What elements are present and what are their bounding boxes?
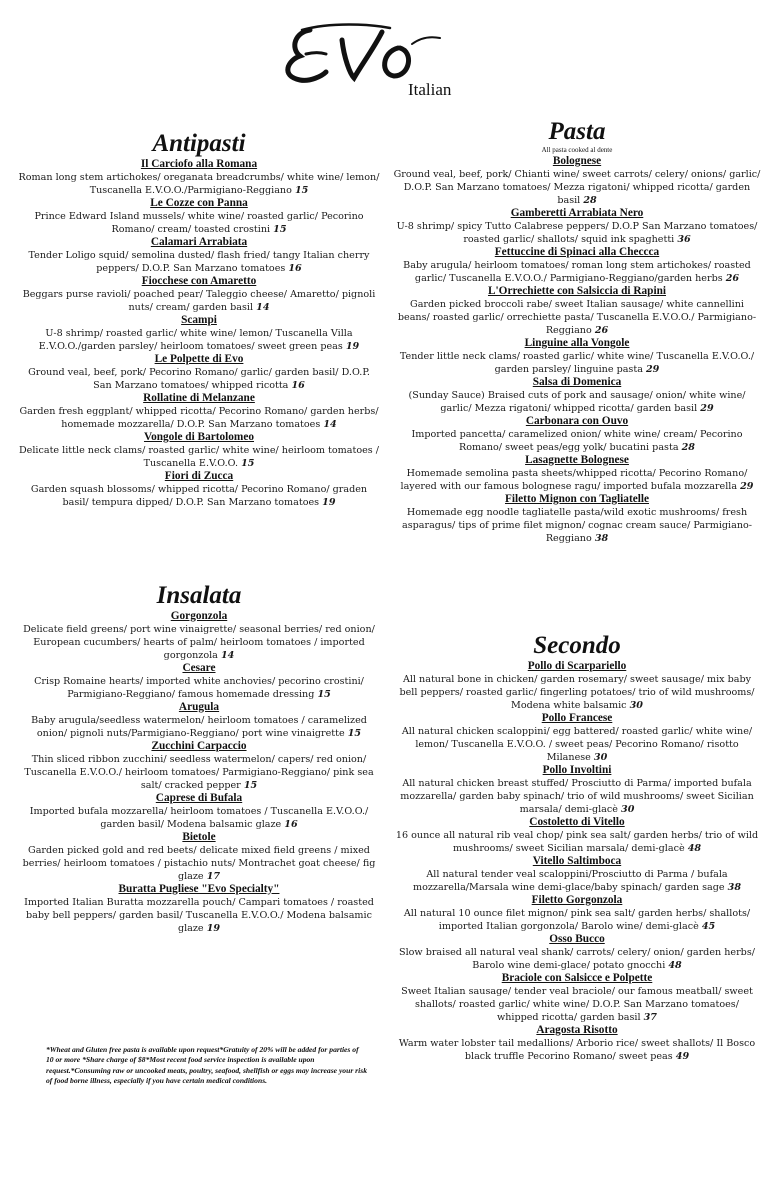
- menu-item-name: Gorgonzola: [170, 609, 228, 622]
- menu-item-name: Arugula: [178, 700, 220, 713]
- antipasti-title: Antipasti: [152, 130, 246, 157]
- menu-item-price: 48: [668, 959, 682, 971]
- menu-item-name: Filetto Mignon con Tagliatelle: [504, 492, 650, 505]
- menu-item-desc-text: Ground veal, beef, pork/ Pecorino Romano/ garlic/ garden basil/ D.O.P. San Marzano tomatoes/ whipped ricotta: [28, 366, 370, 391]
- menu-item-name: Fiocchese con Amaretto: [141, 274, 257, 287]
- menu-item-name: Pollo Francese: [541, 711, 613, 724]
- menu-item-name: Gamberetti Arrabiata Nero: [510, 206, 644, 219]
- menu-item-price: 29: [740, 480, 754, 492]
- menu-item: [18, 831, 380, 883]
- menu-item: [393, 933, 761, 972]
- menu-item-name: Carbonara con Ouvo: [525, 414, 629, 427]
- menu-item: [393, 712, 761, 764]
- menu-item-price: 16: [288, 262, 302, 274]
- menu-item-description: [18, 714, 380, 740]
- menu-item-price: 17: [206, 870, 221, 882]
- menu-item-desc-text: Warm water lobster tail medallions/ Arborio rice/ sweet shallots/ Il Bosco black truffle Pecorino Romano/ sweet peas: [398, 1037, 756, 1062]
- menu-item-price: 29: [646, 363, 660, 375]
- menu-item-name: Pollo Involtini: [542, 763, 612, 776]
- menu-item-name: Caprese di Bufala: [155, 791, 243, 804]
- menu-item-price: 37: [643, 1011, 657, 1023]
- menu-item-price: 16: [284, 818, 298, 830]
- menu-item: [393, 1024, 761, 1063]
- menu-item-description: [18, 753, 380, 792]
- menu-item-price: 14: [256, 301, 270, 313]
- menu-item-desc-text: Beggars purse ravioli/ poached pear/ Taleggio cheese/ Amaretto/ pignoli nuts/ cream/ garden basil: [22, 288, 376, 313]
- menu-item-desc-text: U-8 shrimp/ spicy Tutto Calabrese peppers/ D.O.P San Marzano tomatoes/ roasted garlic/ shallots/ squid ink spaghetti: [396, 220, 758, 245]
- menu-item-description: [393, 673, 761, 712]
- menu-item-description: [393, 467, 761, 493]
- menu-item-desc-text: Imported bufala mozzarella/ heirloom tomatoes / Tuscanella E.V.O.O./ garden basil/ Modena balsamic glaze: [29, 805, 369, 830]
- pasta-subtitle: All pasta cooked al dente: [541, 145, 613, 154]
- menu-item-name: Le Cozze con Panna: [150, 196, 248, 209]
- menu-item-price: 28: [681, 441, 695, 453]
- menu-item-price: 19: [322, 496, 336, 508]
- menu-item-desc-text: Garden picked gold and red beets/ delicate mixed field greens / mixed berries/ heirloom tomatoes / pistachio nuts/ Montrachet goat cheese/ fig glaze: [22, 844, 376, 882]
- menu-item-price: 36: [677, 233, 691, 245]
- menu-item-name: Bietole: [182, 830, 216, 843]
- menu-item: [18, 353, 380, 392]
- menu-item: [393, 764, 761, 816]
- menu-item-desc-text: All natural bone in chicken/ garden rosemary/ sweet sausage/ mix baby bell peppers/ roasted garlic/ fingerling potatoes/ trio of wild mushrooms/ Modena white balsamic: [399, 673, 755, 711]
- menu-item: [18, 740, 380, 792]
- menu-item-description: [393, 506, 761, 545]
- pasta-list: [393, 155, 761, 545]
- menu-item: [393, 660, 761, 712]
- menu-item-name: Bolognese: [552, 154, 602, 167]
- menu-item-name: Scampi: [181, 313, 217, 326]
- menu-item-description: [393, 829, 761, 855]
- menu-item-desc-text: Crisp Romaine hearts/ imported white anchovies/ pecorino crostini/ Parmigiano-Reggiano/ famous homemade dressing: [34, 675, 364, 700]
- menu-item-description: [18, 483, 380, 509]
- menu-item-description: [18, 623, 380, 662]
- menu-item-desc-text: All natural tender veal scaloppini/Prosciutto di Parma / bufala mozzarella/Marsala wine demi-glace/baby spinach/ garden sage: [412, 868, 728, 893]
- menu-item-desc-text: All natural chicken breast stuffed/ Prosciutto di Parma/ imported bufala mozzarella/ garden baby spinach/ trio of wild mushrooms/ sweet Sicilian marsala/ demi-glacè: [400, 777, 754, 815]
- menu-item-name: Costoletto di Vitello: [529, 815, 625, 828]
- menu-item-description: [18, 405, 380, 431]
- menu-item: [393, 894, 761, 933]
- menu-item-desc-text: 16 ounce all natural rib veal chop/ pink sea salt/ garden herbs/ trio of wild mushrooms/ sweet Sicilian marsala/ demi-glacè: [395, 829, 759, 854]
- menu-item-price: 48: [687, 842, 702, 854]
- menu-item-desc-text: Homemade egg noodle tagliatelle pasta/wild exotic mushrooms/ fresh asparagus/ tips of prime filet mignon/ cognac cream sauce/ Parmigiano-Reggiano: [401, 506, 753, 544]
- menu-item: [393, 207, 761, 246]
- menu-item-price: 15: [294, 184, 309, 196]
- menu-item-desc-text: Garden squash blossoms/ whipped ricotta/ Pecorino Romano/ graden basil/ tempura dipped/ D.O.P. San Marzano tomatoes: [30, 483, 368, 508]
- menu-item-price: 26: [594, 324, 609, 336]
- menu-item-name: Rollatine di Melanzane: [143, 391, 255, 404]
- menu-item-name: L'Orrechiette con Salsiccia di Rapini: [487, 284, 667, 297]
- menu-item-price: 16: [291, 379, 305, 391]
- secondo-section: [393, 632, 761, 1063]
- menu-item-description: [393, 350, 761, 376]
- menu-item-description: [18, 844, 380, 883]
- menu-item-desc-text: All natural chicken scaloppini/ egg battered/ roasted garlic/ white wine/ lemon/ Tuscanella E.V.O.O. / sweet peas/ Pecorino Romano/ risotto Milanese: [401, 725, 753, 763]
- menu-item-desc-text: All natural 10 ounce filet mignon/ pink sea salt/ garden herbs/ shallots/ imported Italian gorgonzola/ Barolo wine/ demi-glacè: [403, 907, 751, 932]
- antipasti-list: [18, 158, 380, 509]
- menu-item-description: [393, 220, 761, 246]
- menu-item-desc-text: Baby arugula/ heirloom tomatoes/ roman long stem artichokes/ roasted garlic/ Tuscanella E.V.O.O./ Parmigiano-Reggiano/garden herbs: [403, 259, 751, 284]
- menu-item-name: Linguine alla Vongole: [524, 336, 630, 349]
- menu-item: [393, 855, 761, 894]
- menu-item-desc-text: Tender little neck clams/ roasted garlic/ white wine/ Tuscanella E.V.O.O./ garden parsley/ linguine pasta: [399, 350, 755, 375]
- menu-item: [18, 314, 380, 353]
- menu-item-price: 15: [273, 223, 287, 235]
- menu-item-description: [393, 389, 761, 415]
- secondo-title: Secondo: [533, 632, 621, 659]
- menu-item-name: Salsa di Domenica: [532, 375, 622, 388]
- menu-item: [393, 376, 761, 415]
- menu-item: [393, 454, 761, 493]
- secondo-list: [393, 660, 761, 1063]
- menu-item-name: Lasagnette Bolognese: [525, 453, 629, 466]
- menu-item: [18, 883, 380, 935]
- footnote: *Wheat and Gluten free pasta is available upon request*Gratuity of 20% will be added for parties of 10 or more *Share charge of $8*Most recent food service inspection is available upon request.*Consuming raw or uncooked meats, poultry, seafood, shellfish or eggs may increase your risk of food borne illness, especially if you have certain medical conditions.: [46, 1045, 368, 1085]
- menu-item-desc-text: Prince Edward Island mussels/ white wine/ roasted garlic/ Pecorino Romano/ cream/ toasted crostini: [34, 210, 364, 235]
- menu-item-description: [18, 896, 380, 935]
- insalata-section: [18, 582, 380, 935]
- menu-item-desc-text: Imported Italian Buratta mozzarella pouch/ Campari tomatoes / roasted baby bell peppers/ garden basil/ Tuscanella E.V.O.O./ Modena balsamic glaze: [24, 896, 374, 934]
- menu-item-name: Osso Bucco: [549, 932, 605, 945]
- menu-item-description: [393, 1037, 761, 1063]
- menu-item-name: Il Carciofo alla Romana: [140, 157, 258, 170]
- menu-item-desc-text: Garden picked broccoli rabe/ sweet Italian sausage/ white cannellini beans/ roasted garlic/ orrechiette pasta/ Tuscanella E.V.O.O./ Parmigiano-Reggiano: [397, 298, 757, 336]
- menu-item: [18, 392, 380, 431]
- menu-item-desc-text: Delicate field greens/ port wine vinaigrette/ seasonal berries/ red onion/ European cucumbers/ hearts of palm/ heirloom tomatoes / imported gorgonzola: [23, 623, 375, 661]
- menu-item: [393, 246, 761, 285]
- menu-item-description: [393, 985, 761, 1024]
- menu-item-desc-text: Sweet Italian sausage/ tender veal braciole/ our famous meatball/ sweet shallots/ roasted garlic/ white wine/ D.O.P. San Marzano tomatoes/ whipped ricotta/ garden basil: [401, 985, 753, 1023]
- menu-item-name: Zucchini Carpaccio: [151, 739, 247, 752]
- menu-item-description: [393, 725, 761, 764]
- menu-item: [18, 792, 380, 831]
- menu-item-name: Le Polpette di Evo: [154, 352, 244, 365]
- menu-item-price: 15: [241, 457, 255, 469]
- menu-item: [18, 701, 380, 740]
- menu-item-price: 45: [701, 920, 716, 932]
- menu-item-price: 15: [317, 688, 331, 700]
- menu-item-description: [18, 210, 380, 236]
- menu-item-desc-text: Garden fresh eggplant/ whipped ricotta/ Pecorino Romano/ garden herbs/ homemade mozzarella/ D.O.P. San Marzano tomatoes: [19, 405, 379, 430]
- menu-item-description: [393, 298, 761, 337]
- menu-item-desc-text: Baby arugula/seedless watermelon/ heirloom tomatoes / caramelized onion/ pignoli nuts/Parmigiano-Reggiano/ port wine vinaigrette: [31, 714, 367, 739]
- menu-item-description: [18, 444, 380, 470]
- menu-item: [18, 662, 380, 701]
- menu-item: [18, 470, 380, 509]
- menu-item-description: [18, 327, 380, 353]
- menu-item-desc-text: (Sunday Sauce) Braised cuts of pork and sausage/ onion/ white wine/ garlic/ Mezza rigatoni/ whipped ricotta/ garden basil: [408, 389, 746, 414]
- menu-item-description: [18, 675, 380, 701]
- menu-item-price: 28: [583, 194, 597, 206]
- menu-item-name: Vitello Saltimboca: [532, 854, 622, 867]
- menu-item-desc-text: Imported pancetta/ caramelized onion/ white wine/ cream/ Pecorino Romano/ sweet peas/egg yolk/ bucatini pasta: [411, 428, 743, 453]
- menu-item: [18, 610, 380, 662]
- menu-item: [18, 431, 380, 470]
- menu-item: [18, 158, 380, 197]
- menu-item-description: [18, 249, 380, 275]
- menu-item-description: [393, 907, 761, 933]
- menu-item-price: 19: [345, 340, 360, 352]
- menu-item-name: Pollo di Scarpariello: [527, 659, 627, 672]
- menu-item-price: 14: [323, 418, 337, 430]
- menu-item-desc-text: Tender Loligo squid/ semolina dusted/ flash fried/ tangy Italian cherry peppers/ D.O.P. San Marzano tomatoes: [28, 249, 370, 274]
- pasta-section: [393, 118, 761, 545]
- menu-item-price: 30: [593, 751, 608, 763]
- menu-item-desc-text: U-8 shrimp/ roasted garlic/ white wine/ lemon/ Tuscanella Villa E.V.O.O./garden parsley/ heirloom tomatoes/ sweet green peas: [38, 327, 353, 352]
- menu-item: [393, 285, 761, 337]
- menu-item: [18, 236, 380, 275]
- menu-item-name: Calamari Arrabiata: [150, 235, 248, 248]
- menu-item: [393, 972, 761, 1024]
- menu-item-description: [393, 777, 761, 816]
- menu-item-price: 15: [243, 779, 258, 791]
- menu-item-price: 29: [700, 402, 714, 414]
- menu-item: [393, 415, 761, 454]
- logo-subtitle: Italian: [408, 80, 452, 99]
- menu-item: [393, 337, 761, 376]
- menu-item: [18, 275, 380, 314]
- menu-item-name: Braciole con Salsicce e Polpette: [501, 971, 653, 984]
- pasta-title: Pasta: [548, 118, 606, 145]
- menu-item-description: [393, 428, 761, 454]
- menu-item-price: 38: [594, 532, 609, 544]
- menu-item-desc-text: Ground veal, beef, pork/ Chianti wine/ sweet carrots/ celery/ onions/ garlic/ D.O.P. San Marzano tomatoes/ Mezza rigatoni/ whipped ricotta/ garden basil: [393, 168, 761, 206]
- menu-item-desc-text: Delicate little neck clams/ roasted garlic/ white wine/ heirloom tomatoes / Tuscanella E.V.O.O.: [18, 444, 380, 469]
- insalata-list: [18, 610, 380, 935]
- menu-item-name: Vongole di Bartolomeo: [143, 430, 255, 443]
- menu-item-price: 30: [621, 803, 635, 815]
- menu-item-name: Fettuccine di Spinaci alla Checcca: [494, 245, 660, 258]
- menu-item-name: Fiori di Zucca: [164, 469, 234, 482]
- menu-item-name: Filetto Gorgonzola: [531, 893, 623, 906]
- menu-item-price: 49: [675, 1050, 690, 1062]
- menu-item: [393, 155, 761, 207]
- menu-item-description: [393, 259, 761, 285]
- menu-item-price: 14: [220, 649, 235, 661]
- antipasti-section: [18, 130, 380, 509]
- menu-item-desc-text: Thin sliced ribbon zucchini/ seedless watermelon/ capers/ red onion/ Tuscanella E.V.O.O./ heirloom tomatoes/ Parmigiano-Reggiano/ pink sea salt/ cracked pepper: [24, 753, 374, 791]
- menu-item-price: 19: [206, 922, 221, 934]
- menu-item-description: [393, 868, 761, 894]
- menu-item-price: 15: [347, 727, 362, 739]
- menu-item-description: [18, 366, 380, 392]
- menu-item-price: 38: [727, 881, 741, 893]
- menu-item-description: [18, 171, 380, 197]
- menu-item: [393, 816, 761, 855]
- menu-item-desc-text: Roman long stem artichokes/ oreganata breadcrumbs/ white wine/ lemon/ Tuscanella E.V.O.O./Parmigiano-Reggiano: [18, 171, 380, 196]
- menu-item: [393, 493, 761, 545]
- menu-item-desc-text: Slow braised all natural veal shank/ carrots/ celery/ onion/ garden herbs/ Barolo wine demi-glace/ potato gnocchi: [399, 946, 755, 971]
- menu-item-name: Cesare: [182, 661, 216, 674]
- menu-item-desc-text: Homemade semolina pasta sheets/whipped ricotta/ Pecorino Romano/ layered with our famous bolognese ragu/ imported bufala mozzarella: [400, 467, 748, 492]
- menu-item: [18, 197, 380, 236]
- menu-item-description: [18, 288, 380, 314]
- menu-item-name: Aragosta Risotto: [536, 1023, 618, 1036]
- menu-item-description: [393, 946, 761, 972]
- insalata-title: Insalata: [156, 582, 242, 609]
- menu-item-name: Buratta Pugliese "Evo Specialty": [118, 882, 280, 895]
- menu-item-description: [18, 805, 380, 831]
- menu-item-description: [393, 168, 761, 207]
- menu-item-price: 26: [725, 272, 740, 284]
- menu-item-price: 30: [629, 699, 643, 711]
